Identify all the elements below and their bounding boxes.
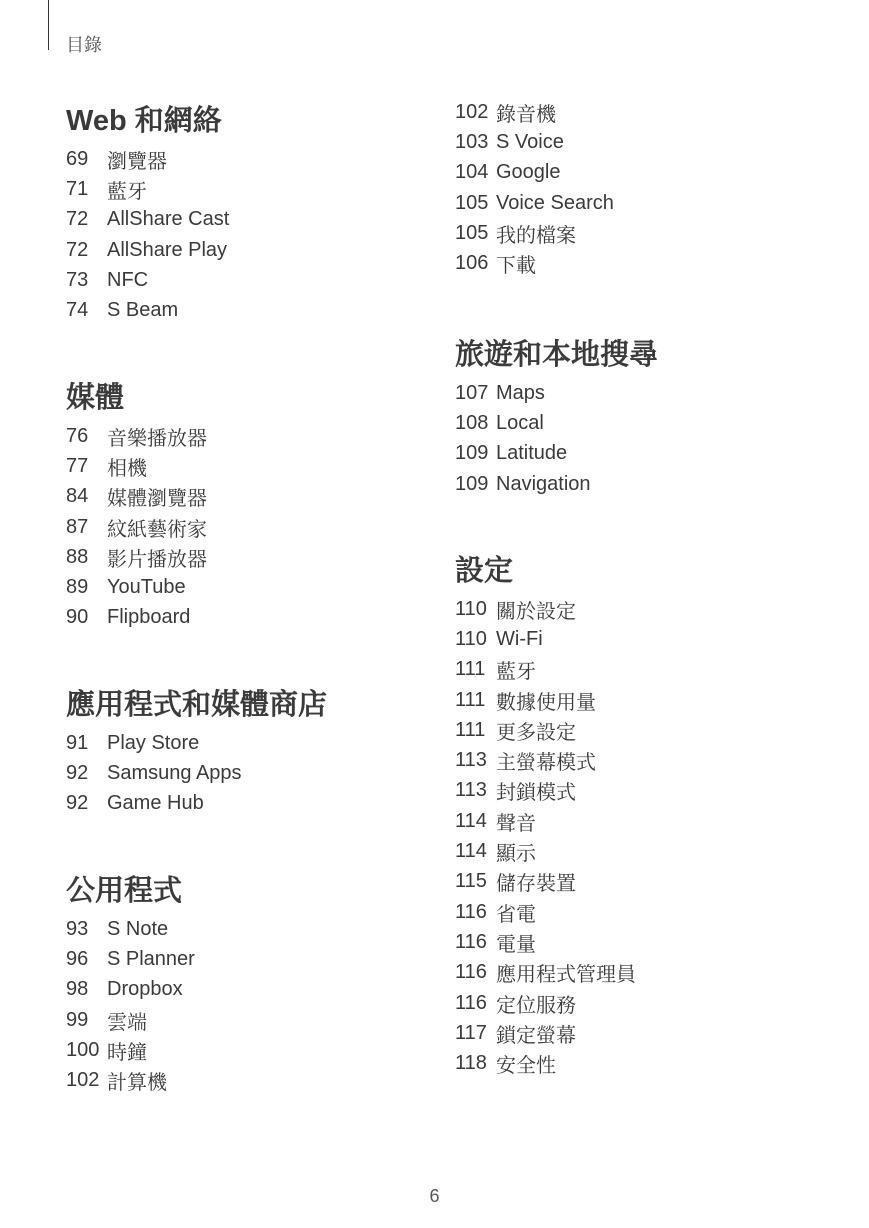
- toc-entry[interactable]: [455, 776, 636, 806]
- toc-entry[interactable]: [455, 655, 636, 685]
- toc-entry[interactable]: [455, 867, 636, 897]
- entry-label: 安全性: [496, 1055, 556, 1078]
- entry-label: Voice Search: [496, 191, 614, 214]
- toc-entry[interactable]: [66, 914, 195, 944]
- entry-label: 主螢幕模式: [496, 752, 596, 775]
- entry-label: Wi-Fi: [496, 627, 543, 650]
- entry-label: 藍牙: [496, 661, 536, 684]
- entry-page: 109: [455, 472, 489, 495]
- entry-label: Local: [496, 411, 544, 434]
- entry-label: 封鎖模式: [496, 782, 576, 805]
- entry-page: 107: [455, 381, 489, 404]
- entry-label: Navigation: [496, 472, 591, 495]
- entry-label: 電量: [496, 933, 536, 956]
- entry-page: 103: [455, 130, 489, 153]
- toc-entry[interactable]: [455, 158, 614, 188]
- entry-page: 111: [455, 718, 486, 741]
- toc-entry[interactable]: [455, 218, 614, 248]
- entry-label: 聲音: [496, 812, 536, 835]
- toc-entry[interactable]: [66, 758, 327, 788]
- entry-page: 74: [66, 299, 89, 322]
- toc-entry[interactable]: [455, 806, 636, 836]
- entry-page: 116: [455, 991, 487, 1014]
- toc-entry[interactable]: [455, 188, 614, 218]
- entry-label: Google: [496, 161, 561, 184]
- entry-label: S Note: [107, 917, 169, 940]
- entry-label: 定位服務: [496, 994, 576, 1017]
- toc-entry[interactable]: [455, 836, 636, 866]
- entry-page: 106: [455, 252, 489, 275]
- toc-entry[interactable]: [455, 897, 636, 927]
- entry-label: 我的檔案: [496, 224, 576, 247]
- entry-page: 105: [455, 221, 489, 244]
- entry-page: 100: [66, 1038, 100, 1061]
- entry-label: S Voice: [496, 130, 564, 153]
- section-title: 旅遊和本地搜尋: [455, 339, 659, 371]
- toc-entry[interactable]: [455, 715, 636, 745]
- toc-entry[interactable]: [455, 469, 658, 499]
- entry-label: 瀏覽器: [107, 150, 167, 173]
- entry-label: AllShare Cast: [107, 208, 230, 231]
- toc-entry[interactable]: [455, 927, 636, 957]
- toc-entry[interactable]: [66, 295, 229, 325]
- toc-section-media: [66, 375, 207, 633]
- entry-label: Game Hub: [107, 792, 204, 815]
- entry-label: 藍牙: [107, 180, 147, 203]
- toc-entry[interactable]: [66, 512, 207, 542]
- toc-entry[interactable]: [66, 144, 229, 174]
- entry-page: 116: [455, 961, 487, 984]
- header-rule: [48, 0, 49, 50]
- entry-label: 省電: [496, 903, 536, 926]
- section-title: 應用程式和媒體商店: [66, 689, 328, 721]
- entry-label: 儲存裝置: [496, 873, 576, 896]
- entry-page: 110: [455, 597, 487, 620]
- section-title: Web 和網絡: [66, 105, 222, 137]
- entry-page: 99: [66, 1008, 89, 1031]
- entry-page: 116: [455, 930, 487, 953]
- entry-label: S Beam: [107, 299, 179, 322]
- section-title: 設定: [455, 555, 514, 587]
- entry-label: NFC: [107, 268, 149, 291]
- entry-page: 113: [455, 749, 487, 772]
- toc-entry[interactable]: [66, 174, 229, 204]
- entry-page: 92: [66, 792, 89, 815]
- toc-entry[interactable]: [66, 542, 207, 572]
- entry-label: 關於設定: [496, 600, 576, 623]
- toc-entry[interactable]: [66, 975, 195, 1005]
- entry-label: 相機: [107, 457, 147, 480]
- toc-entry[interactable]: [455, 127, 614, 157]
- entry-label: 時鐘: [107, 1041, 147, 1064]
- entry-page: 115: [455, 870, 487, 893]
- toc-entry[interactable]: [66, 421, 207, 451]
- entry-label: Play Store: [107, 731, 200, 754]
- section-title: 媒體: [66, 382, 125, 414]
- entry-label: 鎖定螢幕: [496, 1024, 576, 1047]
- entry-label: Samsung Apps: [107, 761, 242, 784]
- entry-page: 114: [455, 809, 487, 832]
- toc-section-web: [66, 98, 229, 326]
- toc-section-settings: [455, 548, 636, 1079]
- entry-page: 111: [455, 688, 486, 711]
- entry-page: 113: [455, 779, 487, 802]
- entry-label: 紋紙藝術家: [107, 518, 207, 541]
- entry-page: 73: [66, 268, 89, 291]
- entry-page: 76: [66, 424, 89, 447]
- toc-entry[interactable]: [66, 1065, 195, 1095]
- entry-page: 71: [66, 177, 89, 200]
- entry-page: 109: [455, 442, 489, 465]
- entry-page: 69: [66, 147, 89, 170]
- entry-label: 數據使用量: [496, 691, 596, 714]
- entry-page: 111: [455, 658, 486, 681]
- toc-entry[interactable]: [455, 439, 658, 469]
- entry-page: 93: [66, 917, 89, 940]
- entry-page: 116: [455, 900, 487, 923]
- entry-label: 更多設定: [496, 721, 576, 744]
- entry-label: 錄音機: [496, 103, 556, 126]
- toc-entry[interactable]: [455, 624, 636, 654]
- toc-section-utilities: [66, 868, 195, 1096]
- toc-entry[interactable]: [455, 248, 614, 278]
- entry-page: 98: [66, 978, 89, 1001]
- toc-entry[interactable]: [455, 594, 636, 624]
- entry-page: 77: [66, 454, 89, 477]
- entry-page: 92: [66, 761, 89, 784]
- toc-entry[interactable]: [455, 988, 636, 1018]
- toc-section-travel: [455, 332, 658, 499]
- entry-label: 顯示: [496, 843, 536, 866]
- toc-entry[interactable]: [455, 685, 636, 715]
- toc-entry[interactable]: [66, 205, 229, 235]
- entry-page: 96: [66, 947, 89, 970]
- entry-page: 118: [455, 1052, 487, 1075]
- entry-label: Latitude: [496, 442, 568, 465]
- section-title: 公用程式: [66, 875, 183, 907]
- entry-page: 84: [66, 485, 89, 508]
- toc-entry[interactable]: [66, 1035, 195, 1065]
- entry-page: 87: [66, 515, 89, 538]
- entry-label: 計算機: [107, 1072, 167, 1095]
- toc-entry[interactable]: [66, 482, 207, 512]
- entry-label: AllShare Play: [107, 238, 228, 261]
- entry-label: 媒體瀏覽器: [107, 488, 207, 511]
- entry-page: 114: [455, 840, 487, 863]
- entry-label: S Planner: [107, 947, 195, 970]
- entry-page: 72: [66, 208, 89, 231]
- entry-page: 90: [66, 606, 89, 629]
- page-number: 6: [429, 1186, 440, 1206]
- entry-page: 102: [455, 100, 489, 123]
- entry-label: 音樂播放器: [107, 427, 207, 450]
- entry-label: YouTube: [107, 576, 186, 599]
- toc-entry[interactable]: [66, 789, 327, 819]
- entry-page: 102: [66, 1069, 100, 1092]
- entry-label: 影片播放器: [107, 548, 207, 571]
- entry-page: 89: [66, 576, 89, 599]
- toc-entry[interactable]: [66, 235, 229, 265]
- entry-label: 應用程式管理員: [496, 964, 636, 987]
- toc-entry[interactable]: [455, 378, 658, 408]
- entry-page: 88: [66, 545, 89, 568]
- entry-page: 110: [455, 627, 487, 650]
- entry-page: 117: [455, 1021, 487, 1044]
- toc-entry[interactable]: [455, 745, 636, 775]
- toc-entry[interactable]: [455, 958, 636, 988]
- entry-page: 72: [66, 238, 89, 261]
- toc-entry[interactable]: [455, 1048, 636, 1078]
- entry-label: 雲端: [107, 1011, 147, 1034]
- header-title: 目錄: [66, 35, 102, 56]
- entry-label: 下載: [496, 255, 536, 278]
- entry-page: 104: [455, 161, 489, 184]
- toc-entry[interactable]: [455, 408, 658, 438]
- toc-entry[interactable]: [66, 603, 207, 633]
- toc-entry[interactable]: [66, 572, 207, 602]
- toc-entry[interactable]: [66, 265, 229, 295]
- entry-page: 108: [455, 411, 489, 434]
- entry-page: 105: [455, 191, 489, 214]
- toc-entry[interactable]: [66, 1005, 195, 1035]
- toc-section-app-store: [66, 682, 327, 819]
- entry-label: Flipboard: [107, 606, 191, 629]
- entry-page: 91: [66, 731, 89, 754]
- toc-entry[interactable]: [66, 944, 195, 974]
- toc-entry[interactable]: [455, 97, 614, 127]
- entry-label: Maps: [496, 381, 545, 404]
- toc-entry[interactable]: [66, 451, 207, 481]
- toc-entry[interactable]: [66, 728, 327, 758]
- toc-entry[interactable]: [455, 1018, 636, 1048]
- toc-section-utilities-continued: [455, 97, 614, 279]
- entry-label: Dropbox: [107, 978, 183, 1001]
